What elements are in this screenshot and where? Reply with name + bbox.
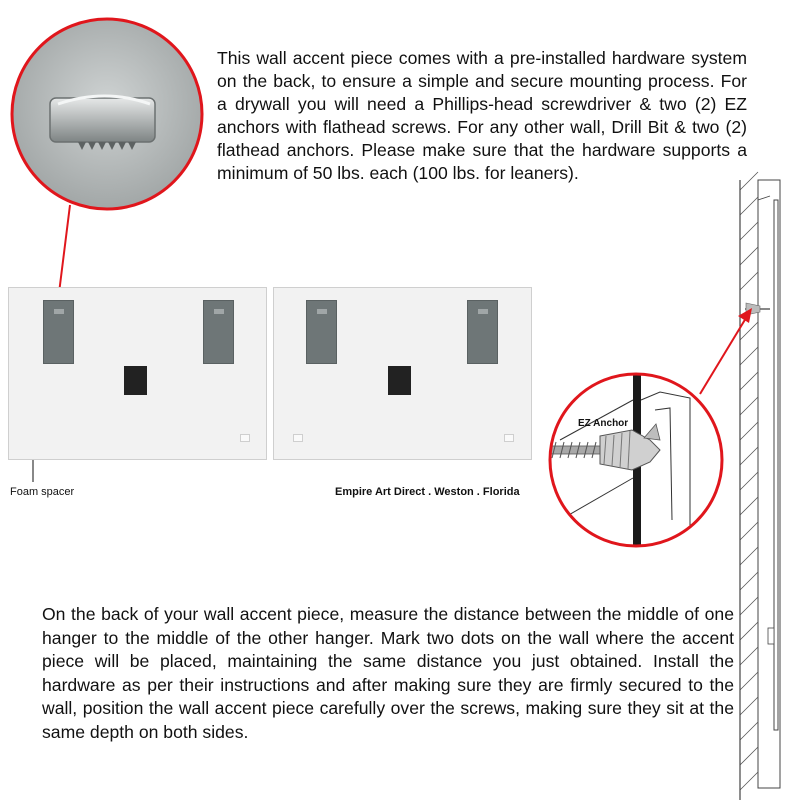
foam-spacer-icon bbox=[504, 434, 514, 442]
foam-spacer-icon bbox=[240, 434, 250, 442]
company-line: Empire Art Direct . Weston . Florida bbox=[335, 486, 520, 498]
right-hanger-icon bbox=[467, 300, 498, 364]
ez-anchor-closeup-callout bbox=[548, 370, 722, 560]
hanger-closeup-callout bbox=[12, 19, 202, 209]
ez-anchor-label: EZ Anchor bbox=[578, 418, 629, 429]
instructions-paragraph: On the back of your wall accent piece, measure the distance between the middle of one hanger to the middle of the other hanger. Mark two dots on the wall where the accent piece will be placed, maintaining the same distance you just obtained. Install the hardware as per their instructions and after making sure they are firmly secured to the wall, position the wall accent piece carefully over the screws, making sure they sit at the same depth on both sides. bbox=[42, 604, 734, 742]
foam-spacer-icon bbox=[293, 434, 303, 442]
intro-paragraph: This wall accent piece comes with a pre-installed hardware system on the back, to ensure a simple and secure mounting process. For a drywall you will need a Phillips-head screwdriver & two (2) EZ anchors with flathead screws. For any other wall, Drill Bit & two (2) flathead anchors. Please make sure that the hardware supports a minimum of 50 lbs. each (100 lbs. for leaners). bbox=[217, 48, 747, 183]
product-label-icon bbox=[124, 366, 147, 395]
left-hanger-icon bbox=[43, 300, 74, 364]
product-label-icon bbox=[388, 366, 411, 395]
anchor-callout-arrow bbox=[700, 308, 752, 394]
foam-spacer-label: Foam spacer bbox=[10, 486, 75, 498]
left-hanger-icon bbox=[306, 300, 337, 364]
wall-side-profile bbox=[740, 172, 780, 800]
right-hanger-icon bbox=[203, 300, 234, 364]
